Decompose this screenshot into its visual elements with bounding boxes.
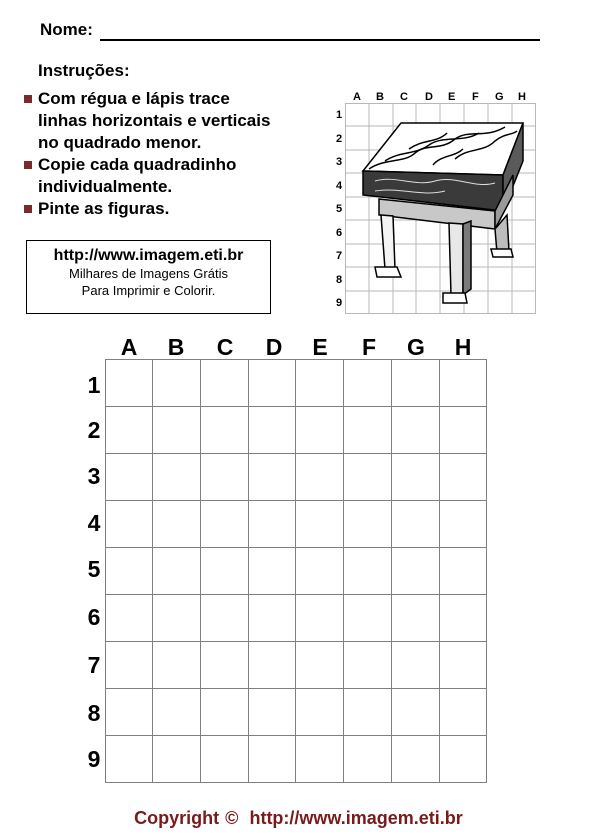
- copyright-footer: [0, 808, 597, 829]
- instruction-item: [24, 88, 324, 154]
- ref-row-label: 1: [336, 109, 343, 121]
- grid-col-label: H: [454, 334, 472, 360]
- grid-row-label: 5: [87, 556, 101, 582]
- grid-col-label: E: [312, 334, 328, 360]
- instruction-line: individualmente.: [38, 177, 173, 196]
- ref-row-label: 9: [336, 297, 343, 309]
- name-line[interactable]: [100, 39, 540, 41]
- drawing-grid[interactable]: [105, 359, 488, 784]
- instruction-line: linhas horizontais e verticais: [38, 111, 271, 130]
- grid-col-label: A: [120, 334, 138, 360]
- instruction-item: [24, 198, 324, 220]
- ad-box: [26, 240, 271, 314]
- ref-col-label: G: [495, 91, 504, 103]
- ref-row-label: 6: [336, 227, 343, 239]
- grid-row-label: 8: [87, 700, 101, 726]
- ref-col-label: A: [353, 91, 361, 103]
- ref-row-label: 5: [336, 203, 343, 215]
- grid-row-label: 9: [87, 746, 101, 772]
- copyright-label: Copyright: [134, 808, 220, 828]
- ref-col-label: F: [472, 91, 479, 103]
- grid-row-label: 1: [87, 372, 101, 398]
- ref-col-label: C: [400, 91, 408, 103]
- instruction-line: no quadrado menor.: [38, 133, 202, 152]
- grid-col-label: C: [216, 334, 234, 360]
- ref-col-label: B: [376, 91, 384, 103]
- instructions-title: Instruções:: [38, 61, 130, 80]
- ref-col-label: H: [518, 91, 526, 103]
- grid-row-label: 6: [87, 604, 101, 630]
- ref-col-label: D: [425, 91, 433, 103]
- name-label: Nome:: [40, 20, 93, 39]
- ad-url-link[interactable]: http://www.imagem.eti.br: [53, 247, 244, 264]
- reference-grid: [345, 103, 537, 315]
- instructions-list: [24, 88, 324, 220]
- ref-col-label: E: [448, 91, 456, 103]
- grid-col-label: F: [361, 334, 377, 360]
- grid-row-label: 7: [87, 652, 101, 678]
- ref-row-label: 3: [336, 156, 343, 168]
- ref-row-label: 2: [336, 133, 343, 145]
- grid-col-label: G: [407, 334, 425, 360]
- grid-col-label: B: [167, 334, 185, 360]
- bullet-icon: [24, 205, 32, 213]
- grid-row-label: 4: [87, 510, 101, 536]
- ref-row-label: 7: [336, 250, 343, 262]
- copyright-icon: ©: [225, 808, 239, 828]
- grid-row-label: 3: [87, 463, 101, 489]
- grid-col-label: D: [265, 334, 283, 360]
- bullet-icon: [24, 95, 32, 103]
- instruction-item: [24, 154, 324, 198]
- ref-row-label: 8: [336, 274, 343, 286]
- stool-drawing: [363, 123, 523, 303]
- bullet-icon: [24, 161, 32, 169]
- footer-url-link[interactable]: http://www.imagem.eti.br: [249, 808, 463, 828]
- instruction-line: Pinte as figuras.: [38, 199, 170, 218]
- ad-line-1: Milhares de Imagens Grátis: [69, 266, 228, 281]
- grid-row-label: 2: [87, 417, 101, 443]
- instruction-line: Com régua e lápis trace: [38, 89, 230, 108]
- ref-row-label: 4: [336, 180, 343, 192]
- instruction-line: Copie cada quadradinho: [38, 155, 237, 174]
- ad-line-2: Para Imprimir e Colorir.: [81, 283, 216, 298]
